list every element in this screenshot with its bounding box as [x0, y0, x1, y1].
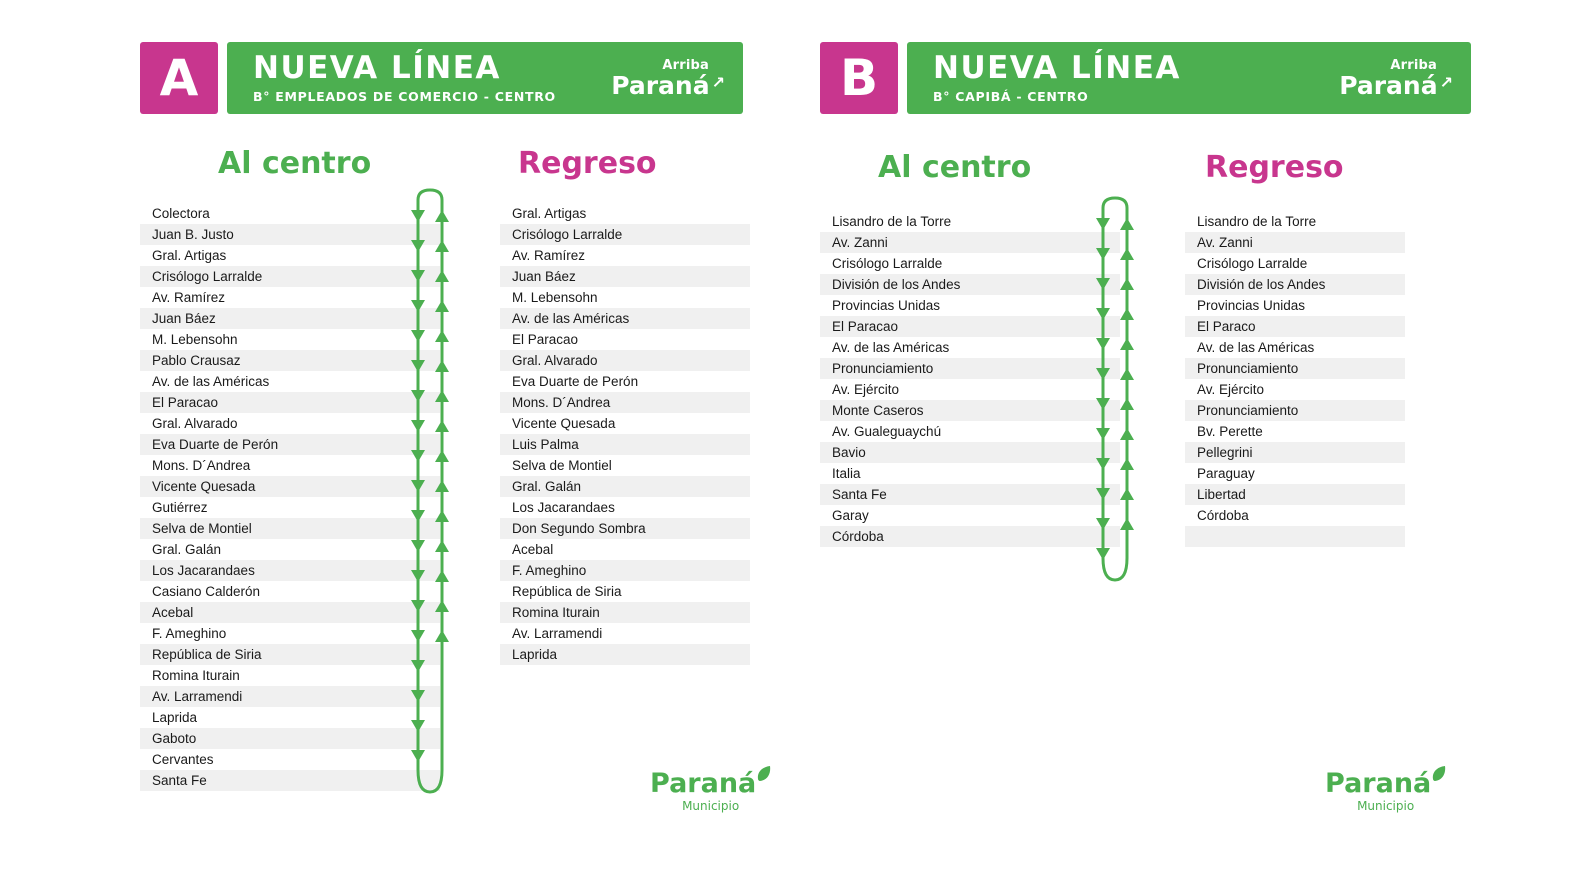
stop-row: Av. Zanni — [1185, 232, 1405, 253]
stop-row: Av. Ejército — [832, 382, 900, 397]
line-letter-badge-b: B — [820, 42, 898, 114]
stop-row: Pellegrini — [1185, 442, 1405, 463]
parana-word-text-b: Paraná — [1325, 768, 1432, 799]
stop-row: Colectora — [152, 206, 210, 221]
stop-row: Mons. D´Andrea — [500, 392, 750, 413]
stop-row: Av. Larramendi — [140, 686, 440, 707]
panel-a-subtitle: B° EMPLEADOS DE COMERCIO - CENTRO — [253, 88, 556, 104]
stop-row: Don Segundo Sombra — [500, 518, 750, 539]
arrow-up-right-icon: ↗ — [1439, 73, 1453, 92]
panel-a-ida-title: Al centro — [218, 146, 372, 181]
route-panel-a — [120, 0, 840, 890]
stop-row: Monte Caseros — [820, 400, 1120, 421]
stop-row: Crisólogo Larralde — [832, 256, 943, 271]
stop-row: F. Ameghino — [500, 560, 750, 581]
parana-municipio-logo-a — [650, 770, 771, 813]
stop-row: Gral. Artigas — [152, 248, 227, 263]
panel-b-subtitle: B° CAPIBÁ - CENTRO — [933, 88, 1089, 104]
stop-row: Pronunciamiento — [1185, 358, 1405, 379]
stop-row: Selva de Montiel — [512, 458, 612, 473]
panel-b-header-texts — [933, 52, 1181, 104]
stop-row: Lisandro de la Torre — [1197, 214, 1317, 229]
stop-row: Av. Zanni — [820, 232, 1120, 253]
stop-row: Paraguay — [1197, 466, 1255, 481]
stop-row: Selva de Montiel — [140, 518, 440, 539]
panel-a-vuelta-title: Regreso — [518, 146, 657, 181]
stop-row: El Paraco — [1185, 316, 1405, 337]
stop-row: Av. Larramendi — [512, 626, 603, 641]
leaf-icon — [757, 766, 771, 784]
panel-a-header-bar — [227, 42, 743, 114]
stop-row: Av. de las Américas — [152, 374, 270, 389]
stop-row: Los Jacarandaes — [512, 500, 615, 515]
stop-row: Luis Palma — [500, 434, 750, 455]
parana-word-text-a: Paraná — [650, 768, 757, 799]
stop-row: Los Jacarandaes — [140, 560, 440, 581]
panel-b-ida-stop-list — [820, 211, 1120, 547]
parana-word-b: Paraná — [1339, 71, 1438, 100]
panel-b-route-line — [1085, 188, 1145, 598]
stop-row: Italia — [832, 466, 861, 481]
stop-row: Casiano Calderón — [152, 584, 261, 599]
stop-row: Provincias Unidas — [1197, 298, 1306, 313]
stop-row: Gral. Artigas — [512, 206, 587, 221]
stop-row: El Paracao — [512, 332, 579, 347]
stop-row: Bavio — [820, 442, 1120, 463]
panel-b-header — [820, 42, 1471, 114]
stop-row: Eva Duarte de Perón — [512, 374, 639, 389]
line-letter-badge-a: A — [140, 42, 218, 114]
stop-row: Gral. Alvarado — [152, 416, 238, 431]
stop-row: Cervantes — [152, 752, 214, 767]
stop-row: Eva Duarte de Perón — [140, 434, 440, 455]
stop-row: Gaboto — [140, 728, 440, 749]
stop-row: Gral. Galán — [152, 542, 222, 557]
panel-b-title: NUEVA LÍNEA — [933, 50, 1181, 87]
stop-row: Juan B. Justo — [140, 224, 440, 245]
stop-row: M. Lebensohn — [152, 332, 238, 347]
stop-row: Av. Gualeguaychú — [832, 424, 942, 439]
panel-a-title: NUEVA LÍNEA — [253, 50, 501, 87]
stop-row: División de los Andes — [820, 274, 1120, 295]
stop-row: Gutiérrez — [152, 500, 208, 515]
panel-a-header-texts — [253, 52, 556, 104]
parana-municipio-sub-b: Municipio — [1357, 799, 1415, 813]
stop-row: Santa Fe — [820, 484, 1120, 505]
stop-row: Av. Ramírez — [152, 290, 226, 305]
stop-row: Av. Ramírez — [512, 248, 586, 263]
stop-row: El Paracao — [820, 316, 1120, 337]
stop-row: Av. de las Américas — [500, 308, 750, 329]
stop-row: Acebal — [512, 542, 554, 557]
stop-row: Juan Báez — [500, 266, 750, 287]
stop-row: Laprida — [152, 710, 198, 725]
panel-a-header — [140, 42, 743, 114]
stop-row: Provincias Unidas — [832, 298, 941, 313]
stop-row: División de los Andes — [1185, 274, 1405, 295]
stop-row: Libertad — [1185, 484, 1405, 505]
stop-row: Córdoba — [1197, 508, 1249, 523]
panel-a-ida-stop-list — [140, 203, 440, 791]
stop-row: Pablo Crausaz — [140, 350, 440, 371]
stop-row: Vicente Quesada — [512, 416, 616, 431]
panel-b-vuelta-stop-list — [1185, 211, 1405, 547]
stop-row: Acebal — [140, 602, 440, 623]
parana-label-a — [611, 73, 725, 98]
stop-row: Córdoba — [820, 526, 1120, 547]
parana-word-a: Paraná — [611, 71, 710, 100]
stop-row: Laprida — [500, 644, 750, 665]
panel-b-vuelta-title: Regreso — [1205, 150, 1344, 185]
stop-row: Gral. Alvarado — [500, 350, 750, 371]
parana-municipio-sub-a: Municipio — [682, 799, 740, 813]
stop-row: República de Siria — [512, 584, 622, 599]
stop-row: Av. Ejército — [1197, 382, 1265, 397]
stop-row: Santa Fe — [140, 770, 440, 791]
stop-row: Gral. Galán — [500, 476, 750, 497]
arriba-parana-logo-a — [611, 58, 725, 98]
stop-row: Crisólogo Larralde — [1197, 256, 1308, 271]
stop-row: Vicente Quesada — [140, 476, 440, 497]
parana-label-b — [1339, 73, 1453, 98]
stop-row: Mons. D´Andrea — [152, 458, 251, 473]
arriba-label-a: Arriba — [662, 58, 709, 73]
panel-a-vuelta-stop-list — [500, 203, 750, 665]
stop-row: Crisólogo Larralde — [500, 224, 750, 245]
stop-row: Pronunciamiento — [1185, 400, 1405, 421]
panel-b-header-bar — [907, 42, 1471, 114]
stop-row: Garay — [832, 508, 869, 523]
stop-row: El Paracao — [140, 392, 440, 413]
arriba-parana-logo-b — [1339, 58, 1453, 98]
stop-row: República de Siria — [140, 644, 440, 665]
stop-row: Lisandro de la Torre — [832, 214, 952, 229]
stop-row: Pronunciamiento — [820, 358, 1120, 379]
stop-row: M. Lebensohn — [512, 290, 598, 305]
stop-row: Av. de las Américas — [1197, 340, 1315, 355]
parana-municipio-word-a — [650, 770, 771, 797]
stop-row: F. Ameghino — [152, 626, 227, 641]
parana-municipio-logo-b — [1325, 770, 1446, 813]
panel-a-route-line — [400, 180, 460, 810]
stop-row — [1185, 526, 1405, 547]
stop-row: Av. de las Américas — [832, 340, 950, 355]
stop-row: Crisólogo Larralde — [140, 266, 440, 287]
arrow-up-right-icon: ↗ — [711, 73, 725, 92]
arriba-label-b: Arriba — [1390, 58, 1437, 73]
stop-row: Romina Iturain — [152, 668, 240, 683]
stop-row: Juan Báez — [140, 308, 440, 329]
stop-row: Romina Iturain — [500, 602, 750, 623]
route-panel-b — [800, 0, 1520, 890]
panel-b-ida-title: Al centro — [878, 150, 1032, 185]
stop-row: Bv. Perette — [1197, 424, 1263, 439]
leaf-icon — [1432, 766, 1446, 784]
parana-municipio-word-b — [1325, 770, 1446, 797]
